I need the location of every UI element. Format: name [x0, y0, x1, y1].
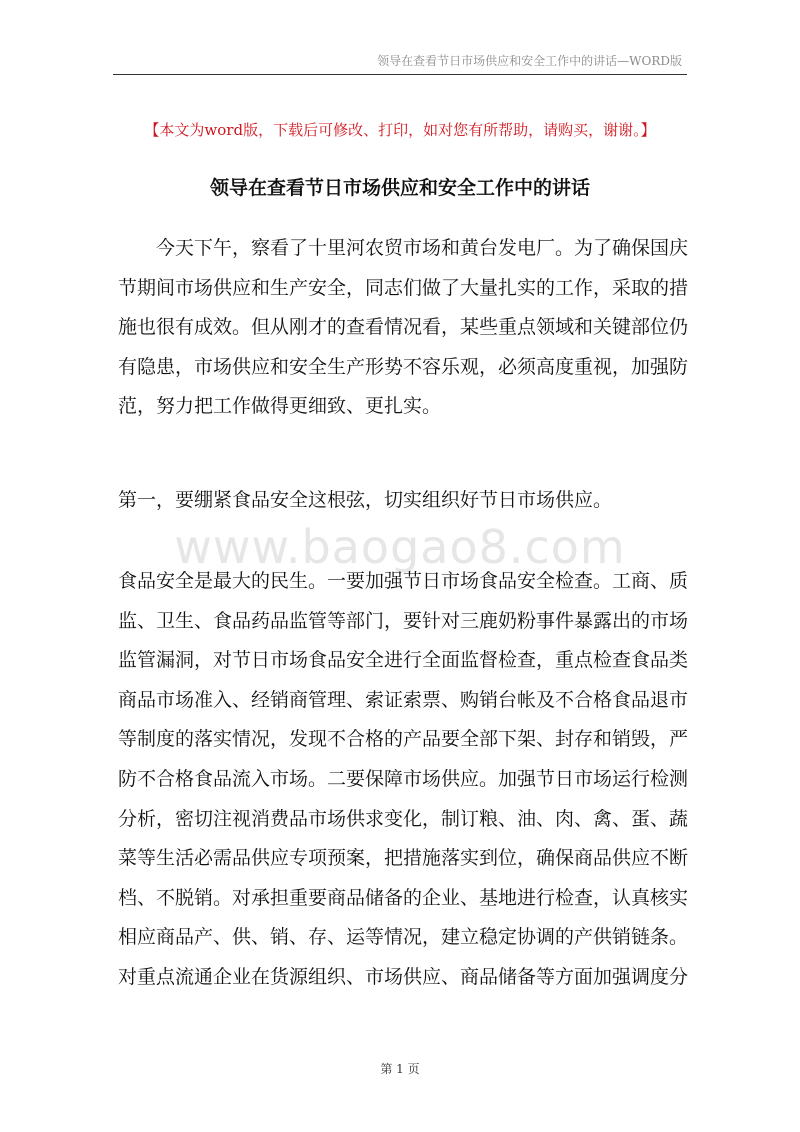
text-line: 对重点流通企业在货源组织、市场供应、商品储备等方面加强调度分: [118, 965, 689, 988]
text-line: 商品市场准入、经销商管理、索证索票、购销台帐及不合格食品退市: [118, 688, 689, 711]
watermark: www.baogao8.com: [174, 520, 626, 574]
text-line: 档、不脱销。对承担重要商品储备的企业、基地进行检查，认真核实: [118, 886, 689, 909]
text-line: 监、卫生、食品药品监管等部门，要针对三鹿奶粉事件暴露出的市场: [118, 609, 689, 632]
text-line: 今天下午，察看了十里河农贸市场和黄台发电厂。为了确保国庆: [118, 237, 689, 259]
header-divider: [113, 74, 687, 75]
purchase-notice: 【本文为word版，下载后可修改、打印，如对您有所帮助，请购买，谢谢。】: [144, 121, 656, 139]
text-line: 范，努力把工作做得更细致、更扎实。: [118, 395, 442, 418]
section-heading-first: [118, 481, 684, 521]
text-line: 分析，密切注视消费品市场供求变化，制订粮、油、肉、禽、蛋、蔬: [118, 807, 689, 830]
text-line: 有隐患，市场供应和安全生产形势不容乐观，必须高度重视，加强防: [118, 355, 689, 378]
text-line: 相应商品产、供、销、存、运等情况，建立稳定协调的产供销链条。: [118, 926, 689, 949]
page-number: 第 1 页: [380, 1062, 420, 1076]
text-line: 施也很有成效。但从刚才的查看情况看，某些重点领域和关键部位仍: [118, 316, 689, 339]
text-line: 食品安全是最大的民生。一要加强节日市场食品安全检查。工商、质: [118, 570, 689, 592]
paragraph-food-safety: [118, 562, 689, 998]
text-line: 第一，要绷紧食品安全这根弦，切实组织好节日市场供应。: [118, 489, 613, 511]
text-line: 监管漏洞，对节日市场食品安全进行全面监督检查，重点检查食品类: [118, 649, 689, 672]
paragraph-intro: [118, 229, 689, 427]
running-header: 领导在查看节日市场供应和安全工作中的讲话—WORD版: [377, 54, 682, 68]
text-line: 节期间市场供应和生产安全，同志们做了大量扎实的工作，采取的措: [118, 276, 689, 299]
document-title: 领导在查看节日市场供应和安全工作中的讲话: [209, 177, 590, 199]
text-line: 菜等生活必需品供应专项预案，把措施落实到位，确保商品供应不断: [118, 847, 689, 870]
text-line: 等制度的落实情况，发现不合格的产品要全部下架、封存和销毁，严: [118, 728, 689, 751]
text-line: 防不合格食品流入市场。二要保障市场供应。加强节日市场运行检测: [118, 767, 689, 790]
